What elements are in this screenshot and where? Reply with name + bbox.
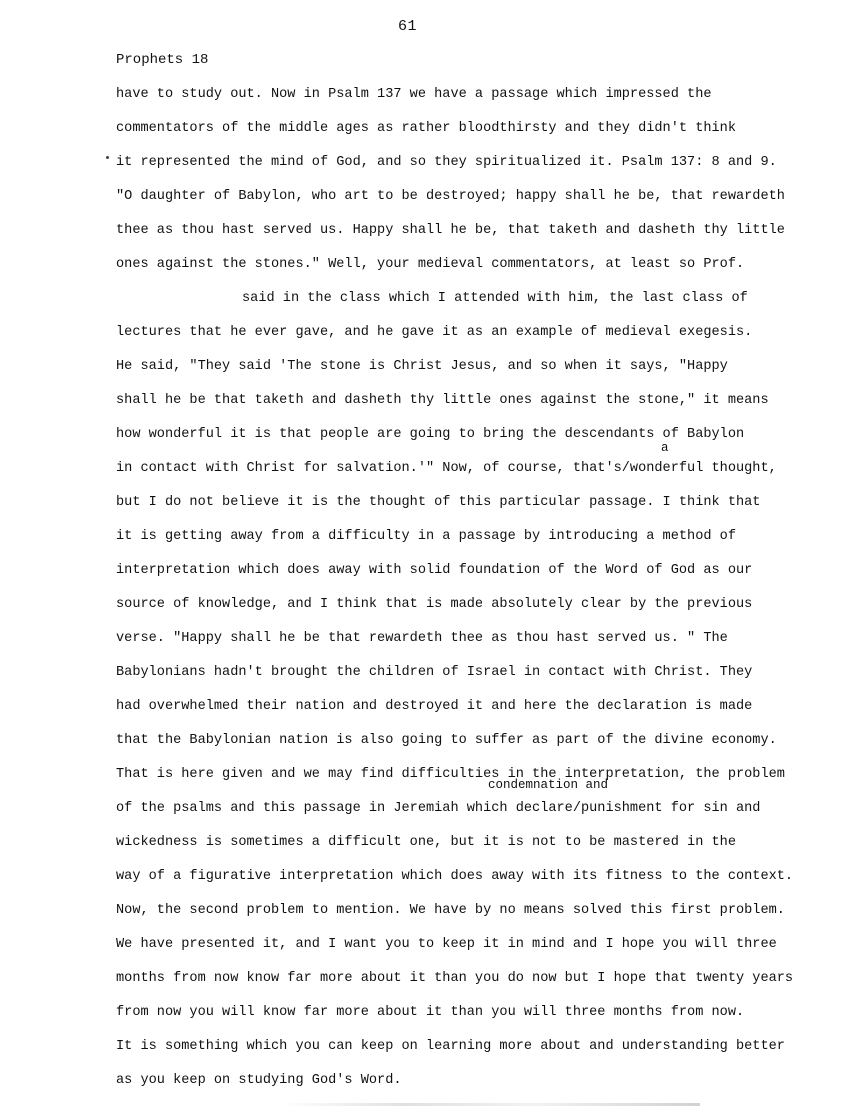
text-line: had overwhelmed their nation and destroyed it and here the declaration is made [116, 699, 753, 714]
text-line: said in the class which I attended with him, the last class of [242, 291, 748, 306]
text-line: from now you will know far more about it than you will three months from now. [116, 1005, 745, 1020]
text-line: how wonderful it is that people are going to bring the descendants of Babylon [116, 427, 745, 442]
body-text [116, 85, 816, 1105]
text-line: commentators of the middle ages as rather bloodthirsty and they didn't think [116, 121, 736, 136]
interlinear-insertion-condemnation: condemnation and [488, 778, 609, 792]
text-line: thee as thou hast served us. Happy shall he be, that taketh and dasheth thy little [116, 223, 785, 238]
running-header: Prophets 18 [116, 52, 209, 68]
interlinear-insertion-a: a [661, 441, 669, 455]
text-line: have to study out. Now in Psalm 137 we have a passage which impressed the [116, 87, 712, 102]
text-line: in contact with Christ for salvation.'" Now, of course, that's/wonderful thought, [116, 461, 777, 476]
text-line: source of knowledge, and I think that is made absolutely clear by the previous [116, 597, 753, 612]
text-line: Babylonians hadn't brought the children of Israel in contact with Christ. They [116, 665, 753, 680]
text-line: as you keep on studying God's Word. [116, 1073, 402, 1088]
text-line: Now, the second problem to mention. We have by no means solved this first problem. [116, 903, 785, 918]
page-number: 61 [398, 18, 418, 35]
text-line: He said, "They said 'The stone is Christ Jesus, and so when it says, "Happy [116, 359, 728, 374]
text-line: lectures that he ever gave, and he gave it as an example of medieval exegesis. [116, 325, 753, 340]
text-line: way of a figurative interpretation which does away with its fitness to the context. [116, 869, 794, 884]
text-line: that the Babylonian nation is also going to suffer as part of the divine economy. [116, 733, 777, 748]
text-line: "O daughter of Babylon, who art to be destroyed; happy shall he be, that rewardeth [116, 189, 785, 204]
text-line: months from now know far more about it than you do now but I hope that twenty years [116, 971, 794, 986]
scan-edge-smudge [280, 1103, 700, 1106]
text-line: interpretation which does away with solid foundation of the Word of God as our [116, 563, 753, 578]
scan-speck [106, 156, 109, 159]
text-line: it represented the mind of God, and so they spiritualized it. Psalm 137: 8 and 9. [116, 155, 777, 170]
text-line: It is something which you can keep on learning more about and understanding better [116, 1039, 785, 1054]
text-line: it is getting away from a difficulty in a passage by introducing a method of [116, 529, 736, 544]
text-line: That is here given and we may find difficulties in the interpretation, the problem [116, 767, 785, 782]
text-line: shall he be that taketh and dasheth thy little ones against the stone," it means [116, 393, 769, 408]
text-line: ones against the stones." Well, your medieval commentators, at least so Prof. [116, 257, 745, 272]
text-line: of the psalms and this passage in Jeremiah which declare/punishment for sin and [116, 801, 761, 816]
text-line: wickedness is sometimes a difficult one, but it is not to be mastered in the [116, 835, 736, 850]
text-line: verse. "Happy shall he be that rewardeth thee as thou hast served us. " The [116, 631, 728, 646]
text-line: but I do not believe it is the thought of this particular passage. I think that [116, 495, 761, 510]
text-line: We have presented it, and I want you to keep it in mind and I hope you will three [116, 937, 777, 952]
